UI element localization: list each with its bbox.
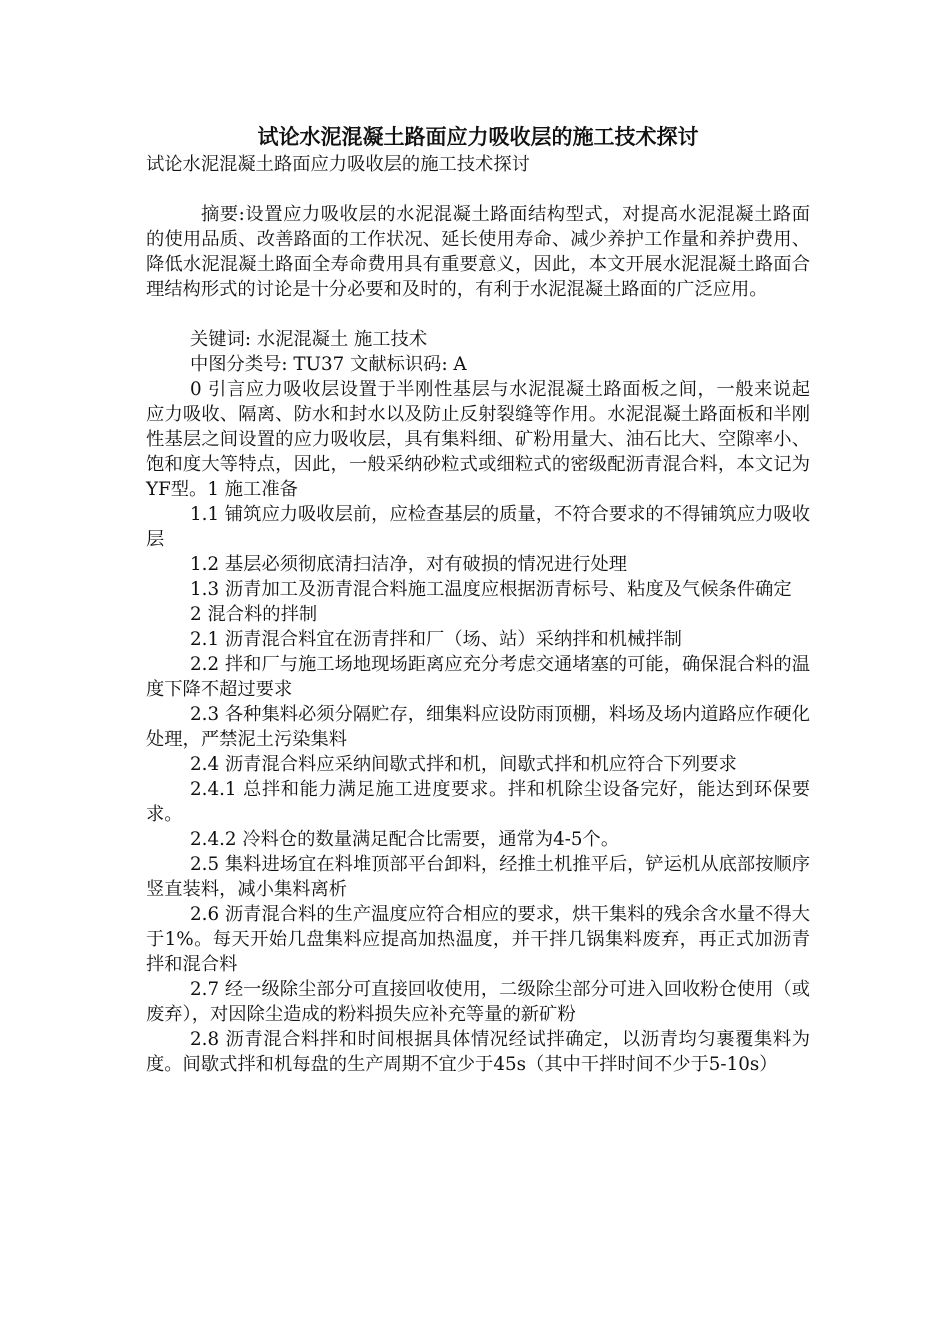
body-paragraph-2-2: 2.2 拌和厂与施工场地现场距离应充分考虑交通堵塞的可能，确保混合料的温度下降不超过要求	[146, 654, 810, 700]
body-paragraph-intro: 0 引言应力吸收层设置于半刚性基层与水泥混凝土路面板之间，一般来说起应力吸收、隔离、防水和封水以及防止反射裂缝等作用。水泥混凝土路面板和半刚性基层之间设置的应力吸收层，具有集料细、矿粉用量大、油石比大、空隙率小、饱和度大等特点，因此，一般采纳砂粒式或细粒式的密级配沥青混合料，本文记为YF型。1 施工准备	[146, 379, 810, 500]
body-paragraph-1-3: 1.3 沥青加工及沥青混合料施工温度应根据沥青标号、粘度及气候条件确定	[190, 579, 792, 600]
keywords-line: 关键词: 水泥混凝土 施工技术	[190, 329, 428, 350]
body-paragraph-2-4-1: 2.4.1 总拌和能力满足施工进度要求。拌和机除尘设备完好，能达到环保要求。	[146, 779, 810, 825]
body-paragraph-2-7: 2.7 经一级除尘部分可直接回收使用，二级除尘部分可进入回收粉仓使用（或废弃），对因除尘造成的粉料损失应补充等量的新矿粉	[146, 979, 810, 1025]
body-paragraph-2-8: 2.8 沥青混合料拌和时间根据具体情况经试拌确定，以沥青均匀裹覆集料为度。间歇式拌和机每盘的生产周期不宜少于45s（其中干拌时间不少于5-10s）	[146, 1029, 810, 1075]
body-paragraph-2-6: 2.6 沥青混合料的生产温度应符合相应的要求，烘干集料的残余含水量不得大于1%。每天开始几盘集料应提高加热温度，并干拌几锅集料废弃，再正式加沥青拌和混合料	[146, 904, 810, 975]
document-page	[146, 122, 810, 1077]
body-paragraph-2-1: 2.1 沥青混合料宜在沥青拌和厂（场、站）采纳拌和机械拌制	[190, 629, 682, 650]
body-paragraph-2-4-2: 2.4.2 冷料仓的数量满足配合比需要，通常为4-5个。	[190, 829, 620, 850]
section-heading-2: 2 混合料的拌制	[190, 604, 318, 625]
body-paragraph-2-3: 2.3 各种集料必须分隔贮存，细集料应设防雨顶棚，料场及场内道路应作硬化处理，严禁泥土污染集料	[146, 704, 810, 750]
body-paragraph-2-5: 2.5 集料进场宜在料堆顶部平台卸料，经推土机推平后，铲运机从底部按顺序竖直装料，减小集料离析	[146, 854, 810, 900]
body-paragraph-1-1: 1.1 铺筑应力吸收层前，应检查基层的质量，不符合要求的不得铺筑应力吸收层	[146, 504, 810, 550]
document-title: 试论水泥混凝土路面应力吸收层的施工技术探讨	[257, 125, 699, 149]
keywords-block	[146, 327, 810, 377]
classification-line: 中图分类号: TU37 文献标识码: A	[190, 354, 467, 375]
abstract-paragraph: 摘要:设置应力吸收层的水泥混凝土路面结构型式，对提高水泥混凝土路面的使用品质、改善路面的工作状况、延长使用寿命、减少养护工作量和养护费用、降低水泥混凝土路面全寿命费用具有重要意义，因此，本文开展水泥混凝土路面合理结构形式的讨论是十分必要和及时的，有利于水泥混凝土路面的广泛应用。	[146, 204, 810, 300]
body-paragraph-1-2: 1.2 基层必须彻底清扫洁净，对有破损的情况进行处理	[190, 554, 628, 575]
document-subtitle: 试论水泥混凝土路面应力吸收层的施工技术探讨	[146, 154, 530, 175]
body-paragraph-2-4: 2.4 沥青混合料应采纳间歇式拌和机，间歇式拌和机应符合下列要求	[190, 754, 737, 775]
